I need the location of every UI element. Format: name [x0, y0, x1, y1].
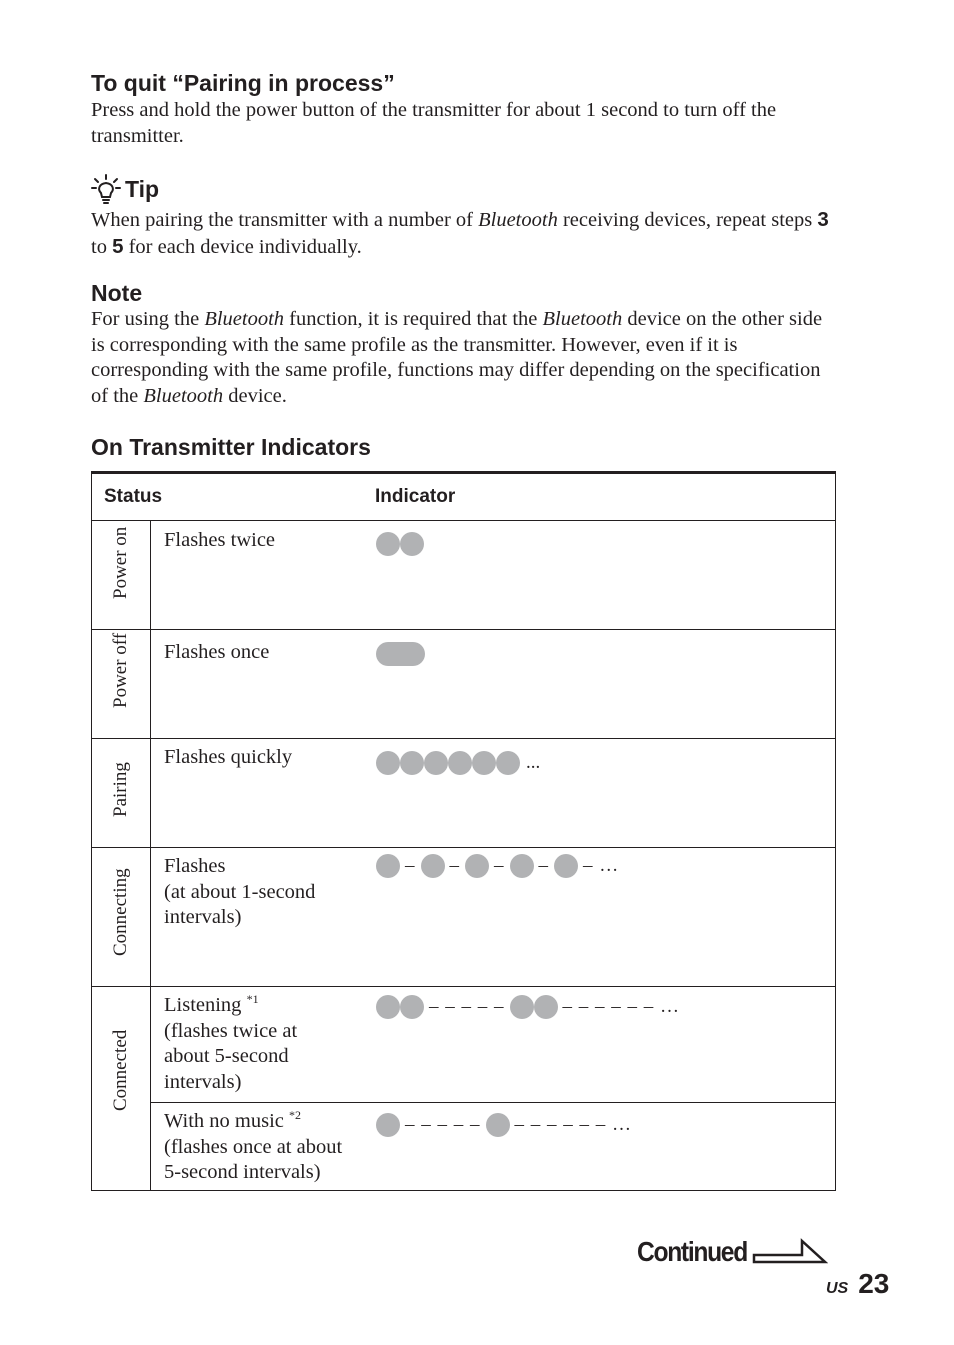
- led-dot: [424, 751, 448, 775]
- led-dot: [376, 1113, 400, 1137]
- row-description: Flashes (at about 1-second intervals): [164, 855, 316, 929]
- status-cell: [92, 630, 151, 738]
- indicator-column-header: Indicator: [375, 486, 456, 507]
- tip-heading-text: Tip: [125, 176, 160, 202]
- status-label: Power off: [110, 632, 131, 708]
- table-header: [92, 474, 835, 521]
- row-description: Listening $^{*1}$ (flashes twice at about 5-second intervals): [164, 992, 298, 1093]
- led-dot: [496, 751, 520, 775]
- led-dot: [400, 995, 424, 1019]
- table-row-power-off: [92, 630, 835, 739]
- led-dot: [376, 751, 400, 775]
- lightbulb-icon: [91, 174, 121, 204]
- indicator-pattern: [376, 751, 540, 775]
- led-dot: [465, 854, 489, 878]
- status-label: Connected: [110, 1029, 131, 1111]
- indicator-pattern: – – – – – – – – – – – …: [376, 1113, 637, 1137]
- note-text: For using the Bluetooth function, it is required that the Bluetooth device on the other side is corresponding with the same profile as the transmitter. However, even if it is corresponding with the same profile, functions may differ depending on the specification of the Bluetooth device.: [91, 308, 823, 407]
- status-cell: [92, 987, 151, 1191]
- status-cell: [92, 520, 151, 629]
- status-cell: [92, 848, 151, 986]
- indicator-pattern: – – – – – – – – – – – …: [376, 995, 685, 1019]
- led-dot: [510, 995, 534, 1019]
- led-dot: [376, 995, 400, 1019]
- led-dot: [448, 751, 472, 775]
- continued-label: Continued: [637, 1236, 747, 1267]
- page-number: [826, 1268, 889, 1300]
- led-dot: [376, 854, 400, 878]
- status-label: Connecting: [110, 868, 131, 956]
- tip-text: When pairing the transmitter with a number of Bluetooth receiving devices, repeat steps 3 to 5 for each device individually.: [91, 208, 829, 258]
- led-dot: [400, 751, 424, 775]
- table-row-pairing: [92, 739, 835, 848]
- indicators-heading: On Transmitter Indicators: [91, 434, 371, 460]
- status-column-header: Status: [104, 486, 163, 507]
- row-description: Flashes once: [164, 641, 270, 663]
- tip-heading: [91, 174, 159, 204]
- row-description: With no music $^{*2}$ (flashes once at about 5-second intervals): [164, 1108, 343, 1184]
- continued-marker: [637, 1236, 828, 1268]
- table-row-connected: [92, 987, 835, 1191]
- led-dot: [534, 995, 558, 1019]
- led-dot: [486, 1113, 510, 1137]
- status-label: Power on: [110, 526, 131, 599]
- quit-heading: To quit “Pairing in process”: [91, 70, 395, 96]
- status-label: Pairing: [110, 762, 131, 817]
- status-cell: [92, 739, 151, 847]
- led-dot: [400, 532, 424, 556]
- note-heading: Note: [91, 280, 143, 306]
- led-dot: [510, 854, 534, 878]
- region-code: US: [826, 1280, 849, 1297]
- table-row-power-on: [92, 520, 835, 630]
- continuation-mark: ...: [526, 752, 541, 773]
- led-dot: [554, 854, 578, 878]
- indicator-pattern: – – – – – …: [376, 854, 624, 878]
- led-dot: [376, 532, 400, 556]
- subrow-listening: [151, 987, 835, 1103]
- indicator-table: [91, 471, 836, 1191]
- row-description: Flashes quickly: [164, 746, 293, 768]
- row-description: Flashes twice: [164, 529, 276, 551]
- led-dot: [421, 854, 445, 878]
- led-long-flash: [376, 642, 425, 666]
- page-number-value: 23: [858, 1268, 890, 1299]
- indicator-pattern: [376, 642, 425, 666]
- subrow-no-music: [151, 1103, 835, 1191]
- table-row-connecting: [92, 848, 835, 987]
- arrow-right-icon: [752, 1237, 828, 1267]
- led-dot: [472, 751, 496, 775]
- quit-text: Press and hold the power button of the transmitter for about 1 second to turn off the transmitter.: [91, 99, 777, 147]
- indicator-pattern: [376, 532, 424, 556]
